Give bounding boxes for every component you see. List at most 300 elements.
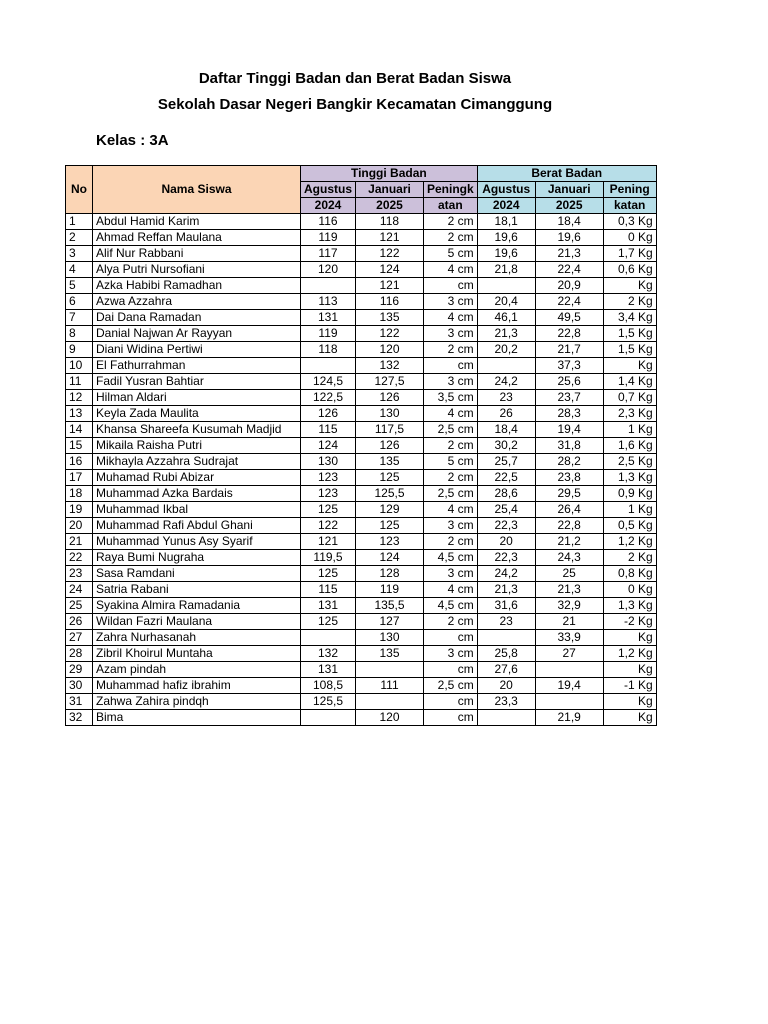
cell-nama-siswa: Fadil Yusran Bahtiar <box>93 374 301 390</box>
table-body <box>66 214 657 726</box>
cell-bb-januari: 21,3 <box>535 582 603 598</box>
cell-bb-januari: 22,4 <box>535 294 603 310</box>
cell-bb-agustus: 25,4 <box>477 502 535 518</box>
cell-tb-januari: 119 <box>356 582 424 598</box>
cell-tb-agustus: 119,5 <box>301 550 356 566</box>
cell-tb-januari: 121 <box>356 230 424 246</box>
cell-tb-peningkatan: 4 cm <box>424 310 478 326</box>
cell-bb-januari: 25 <box>535 566 603 582</box>
cell-bb-peningkatan: 3,4 Kg <box>603 310 656 326</box>
cell-bb-agustus: 20,4 <box>477 294 535 310</box>
cell-tb-peningkatan: 2 cm <box>424 214 478 230</box>
cell-bb-peningkatan: 1,6 Kg <box>603 438 656 454</box>
cell-bb-peningkatan: 1,5 Kg <box>603 342 656 358</box>
table-row <box>66 422 657 438</box>
cell-nama-siswa: Muhammad Rafi Abdul Ghani <box>93 518 301 534</box>
cell-tb-peningkatan: 3 cm <box>424 566 478 582</box>
cell-tb-peningkatan: 2 cm <box>424 230 478 246</box>
cell-tb-januari: 125 <box>356 470 424 486</box>
table-row <box>66 694 657 710</box>
cell-no: 19 <box>66 502 93 518</box>
cell-tb-peningkatan: 3 cm <box>424 374 478 390</box>
cell-bb-januari: 20,9 <box>535 278 603 294</box>
cell-tb-januari: 135 <box>356 310 424 326</box>
cell-bb-peningkatan: -1 Kg <box>603 678 656 694</box>
header-tb-januari-year: 2025 <box>356 198 424 214</box>
cell-tb-agustus: 123 <box>301 486 356 502</box>
cell-nama-siswa: Bima <box>93 710 301 726</box>
cell-bb-agustus: 20 <box>477 678 535 694</box>
cell-nama-siswa: Wildan Fazri Maulana <box>93 614 301 630</box>
cell-tb-agustus <box>301 358 356 374</box>
cell-tb-peningkatan: 5 cm <box>424 454 478 470</box>
cell-nama-siswa: Azwa Azzahra <box>93 294 301 310</box>
cell-tb-peningkatan: 3 cm <box>424 294 478 310</box>
cell-bb-peningkatan: 0,7 Kg <box>603 390 656 406</box>
document-title: Daftar Tinggi Badan dan Berat Badan Siswa <box>198 70 512 87</box>
cell-tb-januari: 125,5 <box>356 486 424 502</box>
header-tb-peningkatan: Peningk <box>424 182 478 198</box>
cell-tb-peningkatan: 3 cm <box>424 518 478 534</box>
cell-tb-januari: 123 <box>356 534 424 550</box>
cell-nama-siswa: Dai Dana Ramadan <box>93 310 301 326</box>
header-nama-siswa: Nama Siswa <box>93 166 301 214</box>
cell-bb-peningkatan: Kg <box>603 662 656 678</box>
cell-tb-peningkatan: 2 cm <box>424 342 478 358</box>
cell-no: 11 <box>66 374 93 390</box>
cell-tb-januari: 125 <box>356 518 424 534</box>
cell-bb-agustus <box>477 630 535 646</box>
cell-nama-siswa: Muhammad Azka Bardais <box>93 486 301 502</box>
cell-tb-agustus: 119 <box>301 326 356 342</box>
table-row <box>66 710 657 726</box>
cell-bb-agustus: 25,8 <box>477 646 535 662</box>
cell-tb-agustus: 121 <box>301 534 356 550</box>
cell-bb-peningkatan: 0,3 Kg <box>603 214 656 230</box>
cell-bb-agustus: 20,2 <box>477 342 535 358</box>
header-bb-peningkatan: Pening <box>603 182 656 198</box>
cell-tb-januari: 135,5 <box>356 598 424 614</box>
table-row <box>66 614 657 630</box>
cell-tb-agustus: 125 <box>301 502 356 518</box>
table-row <box>66 230 657 246</box>
cell-tb-agustus: 120 <box>301 262 356 278</box>
table-row <box>66 598 657 614</box>
cell-no: 22 <box>66 550 93 566</box>
cell-nama-siswa: Zahra Nurhasanah <box>93 630 301 646</box>
table-row <box>66 630 657 646</box>
cell-bb-agustus <box>477 358 535 374</box>
cell-tb-peningkatan: 4 cm <box>424 582 478 598</box>
cell-bb-peningkatan: 0 Kg <box>603 230 656 246</box>
cell-bb-agustus: 23,3 <box>477 694 535 710</box>
cell-bb-agustus: 23 <box>477 614 535 630</box>
cell-tb-januari: 120 <box>356 342 424 358</box>
cell-no: 15 <box>66 438 93 454</box>
cell-tb-agustus: 122 <box>301 518 356 534</box>
cell-tb-januari: 135 <box>356 454 424 470</box>
header-tb-agustus-year: 2024 <box>301 198 356 214</box>
cell-tb-peningkatan: 4,5 cm <box>424 598 478 614</box>
cell-nama-siswa: Danial Najwan Ar Rayyan <box>93 326 301 342</box>
header-tinggi-badan: Tinggi Badan <box>301 166 478 182</box>
cell-tb-januari <box>356 694 424 710</box>
cell-tb-agustus: 122,5 <box>301 390 356 406</box>
cell-tb-peningkatan: 2 cm <box>424 438 478 454</box>
cell-nama-siswa: Ahmad Reffan Maulana <box>93 230 301 246</box>
table-row <box>66 438 657 454</box>
cell-tb-peningkatan: 3 cm <box>424 646 478 662</box>
cell-bb-agustus: 24,2 <box>477 374 535 390</box>
cell-tb-agustus: 132 <box>301 646 356 662</box>
cell-tb-januari: 126 <box>356 438 424 454</box>
cell-tb-peningkatan: cm <box>424 710 478 726</box>
cell-tb-januari: 120 <box>356 710 424 726</box>
cell-nama-siswa: Alya Putri Nursofiani <box>93 262 301 278</box>
cell-no: 3 <box>66 246 93 262</box>
cell-tb-peningkatan: 4 cm <box>424 262 478 278</box>
cell-tb-peningkatan: 2 cm <box>424 534 478 550</box>
cell-tb-januari: 128 <box>356 566 424 582</box>
cell-tb-agustus: 131 <box>301 598 356 614</box>
cell-bb-januari: 19,4 <box>535 678 603 694</box>
table-row <box>66 582 657 598</box>
cell-nama-siswa: Syakina Almira Ramadania <box>93 598 301 614</box>
cell-bb-agustus: 46,1 <box>477 310 535 326</box>
cell-bb-peningkatan: -2 Kg <box>603 614 656 630</box>
cell-tb-agustus <box>301 710 356 726</box>
cell-no: 31 <box>66 694 93 710</box>
cell-bb-januari: 18,4 <box>535 214 603 230</box>
cell-no: 23 <box>66 566 93 582</box>
cell-bb-agustus: 21,3 <box>477 582 535 598</box>
cell-no: 14 <box>66 422 93 438</box>
header-tb-januari: Januari <box>356 182 424 198</box>
cell-no: 16 <box>66 454 93 470</box>
cell-bb-peningkatan: 1 Kg <box>603 502 656 518</box>
cell-tb-januari: 130 <box>356 630 424 646</box>
cell-tb-januari: 129 <box>356 502 424 518</box>
cell-bb-januari: 23,8 <box>535 470 603 486</box>
cell-tb-agustus: 108,5 <box>301 678 356 694</box>
cell-bb-januari: 31,8 <box>535 438 603 454</box>
cell-no: 5 <box>66 278 93 294</box>
cell-bb-januari <box>535 694 603 710</box>
cell-tb-agustus: 126 <box>301 406 356 422</box>
cell-bb-peningkatan: 0,6 Kg <box>603 262 656 278</box>
cell-tb-agustus: 125,5 <box>301 694 356 710</box>
cell-bb-peningkatan: 0,9 Kg <box>603 486 656 502</box>
cell-bb-peningkatan: 1,7 Kg <box>603 246 656 262</box>
cell-bb-januari: 21,7 <box>535 342 603 358</box>
table-row <box>66 294 657 310</box>
cell-tb-januari: 130 <box>356 406 424 422</box>
table-row <box>66 502 657 518</box>
cell-no: 9 <box>66 342 93 358</box>
cell-bb-januari: 37,3 <box>535 358 603 374</box>
cell-tb-januari: 122 <box>356 326 424 342</box>
cell-tb-peningkatan: 4 cm <box>424 406 478 422</box>
cell-tb-peningkatan: cm <box>424 358 478 374</box>
cell-tb-januari: 135 <box>356 646 424 662</box>
cell-bb-agustus: 22,5 <box>477 470 535 486</box>
cell-tb-peningkatan: 2,5 cm <box>424 678 478 694</box>
cell-bb-januari: 28,2 <box>535 454 603 470</box>
cell-tb-agustus <box>301 630 356 646</box>
cell-bb-agustus: 25,7 <box>477 454 535 470</box>
header-tb-agustus: Agustus <box>301 182 356 198</box>
cell-bb-agustus: 23 <box>477 390 535 406</box>
cell-nama-siswa: Khansa Shareefa Kusumah Madjid <box>93 422 301 438</box>
cell-tb-agustus <box>301 278 356 294</box>
cell-nama-siswa: Muhammad hafiz ibrahim <box>93 678 301 694</box>
table-row <box>66 326 657 342</box>
cell-tb-januari: 127,5 <box>356 374 424 390</box>
cell-bb-januari: 32,9 <box>535 598 603 614</box>
cell-nama-siswa: Azka Habibi Ramadhan <box>93 278 301 294</box>
cell-bb-januari: 27 <box>535 646 603 662</box>
cell-no: 27 <box>66 630 93 646</box>
cell-bb-peningkatan: 1,3 Kg <box>603 470 656 486</box>
cell-bb-peningkatan: Kg <box>603 278 656 294</box>
cell-bb-agustus: 22,3 <box>477 518 535 534</box>
cell-tb-januari: 127 <box>356 614 424 630</box>
cell-nama-siswa: Abdul Hamid Karim <box>93 214 301 230</box>
cell-tb-januari: 132 <box>356 358 424 374</box>
cell-tb-agustus: 131 <box>301 310 356 326</box>
cell-bb-agustus: 22,3 <box>477 550 535 566</box>
header-bb-januari: Januari <box>535 182 603 198</box>
cell-nama-siswa: Mikaila Raisha Putri <box>93 438 301 454</box>
header-tb-peningkatan-cont: atan <box>424 198 478 214</box>
cell-nama-siswa: Zibril Khoirul Muntaha <box>93 646 301 662</box>
cell-tb-peningkatan: 3 cm <box>424 326 478 342</box>
cell-no: 10 <box>66 358 93 374</box>
cell-no: 32 <box>66 710 93 726</box>
table-row <box>66 214 657 230</box>
table-row <box>66 550 657 566</box>
cell-tb-agustus: 119 <box>301 230 356 246</box>
cell-no: 26 <box>66 614 93 630</box>
table-row <box>66 374 657 390</box>
table-row <box>66 262 657 278</box>
cell-nama-siswa: Keyla Zada Maulita <box>93 406 301 422</box>
cell-bb-januari: 29,5 <box>535 486 603 502</box>
cell-tb-peningkatan: 2,5 cm <box>424 486 478 502</box>
cell-tb-januari: 124 <box>356 262 424 278</box>
header-bb-agustus: Agustus <box>477 182 535 198</box>
cell-tb-januari: 122 <box>356 246 424 262</box>
cell-bb-januari: 26,4 <box>535 502 603 518</box>
cell-bb-januari: 19,4 <box>535 422 603 438</box>
cell-no: 6 <box>66 294 93 310</box>
cell-tb-peningkatan: 2 cm <box>424 470 478 486</box>
cell-tb-agustus: 124 <box>301 438 356 454</box>
cell-tb-agustus: 116 <box>301 214 356 230</box>
cell-bb-januari: 33,9 <box>535 630 603 646</box>
cell-nama-siswa: Mikhayla Azzahra Sudrajat <box>93 454 301 470</box>
cell-tb-agustus: 115 <box>301 582 356 598</box>
cell-bb-januari: 25,6 <box>535 374 603 390</box>
cell-nama-siswa: Sasa Ramdani <box>93 566 301 582</box>
cell-nama-siswa: El Fathurrahman <box>93 358 301 374</box>
table-row <box>66 246 657 262</box>
student-measurement-table <box>65 165 657 726</box>
cell-tb-peningkatan: cm <box>424 278 478 294</box>
cell-no: 18 <box>66 486 93 502</box>
cell-tb-agustus: 113 <box>301 294 356 310</box>
cell-tb-peningkatan: 5 cm <box>424 246 478 262</box>
cell-bb-peningkatan: 2 Kg <box>603 294 656 310</box>
document-subtitle: Sekolah Dasar Negeri Bangkir Kecamatan Cimanggung <box>157 96 553 113</box>
cell-nama-siswa: Diani Widina Pertiwi <box>93 342 301 358</box>
cell-tb-januari: 126 <box>356 390 424 406</box>
cell-tb-agustus: 130 <box>301 454 356 470</box>
cell-bb-agustus: 18,1 <box>477 214 535 230</box>
cell-bb-agustus <box>477 710 535 726</box>
cell-bb-agustus: 28,6 <box>477 486 535 502</box>
cell-bb-peningkatan: 0 Kg <box>603 582 656 598</box>
cell-tb-agustus: 124,5 <box>301 374 356 390</box>
cell-nama-siswa: Hilman Aldari <box>93 390 301 406</box>
table-row <box>66 470 657 486</box>
table-row <box>66 566 657 582</box>
cell-tb-januari: 121 <box>356 278 424 294</box>
cell-bb-peningkatan: 1,3 Kg <box>603 598 656 614</box>
cell-bb-januari: 19,6 <box>535 230 603 246</box>
cell-bb-januari: 21,2 <box>535 534 603 550</box>
table-row <box>66 454 657 470</box>
cell-bb-peningkatan: 1 Kg <box>603 422 656 438</box>
cell-tb-januari: 111 <box>356 678 424 694</box>
cell-tb-januari <box>356 662 424 678</box>
cell-bb-agustus: 19,6 <box>477 246 535 262</box>
cell-bb-peningkatan: Kg <box>603 710 656 726</box>
cell-nama-siswa: Alif Nur Rabbani <box>93 246 301 262</box>
cell-bb-agustus: 24,2 <box>477 566 535 582</box>
cell-bb-januari: 49,5 <box>535 310 603 326</box>
cell-tb-peningkatan: 2,5 cm <box>424 422 478 438</box>
cell-bb-peningkatan: 1,2 Kg <box>603 534 656 550</box>
cell-tb-peningkatan: cm <box>424 694 478 710</box>
cell-bb-januari: 21,9 <box>535 710 603 726</box>
cell-tb-agustus: 118 <box>301 342 356 358</box>
cell-nama-siswa: Satria Rabani <box>93 582 301 598</box>
cell-tb-peningkatan: 3,5 cm <box>424 390 478 406</box>
cell-tb-januari: 124 <box>356 550 424 566</box>
cell-tb-agustus: 125 <box>301 566 356 582</box>
cell-bb-agustus: 19,6 <box>477 230 535 246</box>
cell-bb-januari: 21,3 <box>535 246 603 262</box>
header-bb-peningkatan-cont: katan <box>603 198 656 214</box>
table-row <box>66 678 657 694</box>
cell-tb-januari: 116 <box>356 294 424 310</box>
cell-tb-januari: 117,5 <box>356 422 424 438</box>
cell-tb-agustus: 115 <box>301 422 356 438</box>
cell-bb-januari: 24,3 <box>535 550 603 566</box>
cell-bb-agustus: 27,6 <box>477 662 535 678</box>
cell-tb-peningkatan: 4 cm <box>424 502 478 518</box>
table-row <box>66 390 657 406</box>
cell-no: 8 <box>66 326 93 342</box>
cell-no: 21 <box>66 534 93 550</box>
table-row <box>66 406 657 422</box>
cell-tb-agustus: 123 <box>301 470 356 486</box>
cell-nama-siswa: Muhammad Yunus Asy Syarif <box>93 534 301 550</box>
cell-bb-agustus: 18,4 <box>477 422 535 438</box>
cell-no: 1 <box>66 214 93 230</box>
cell-bb-agustus: 31,6 <box>477 598 535 614</box>
cell-tb-agustus: 117 <box>301 246 356 262</box>
cell-no: 7 <box>66 310 93 326</box>
cell-bb-agustus: 30,2 <box>477 438 535 454</box>
cell-no: 13 <box>66 406 93 422</box>
cell-bb-agustus: 21,3 <box>477 326 535 342</box>
cell-bb-januari: 23,7 <box>535 390 603 406</box>
header-bb-agustus-year: 2024 <box>477 198 535 214</box>
table-row <box>66 342 657 358</box>
cell-tb-peningkatan: 4,5 cm <box>424 550 478 566</box>
cell-no: 25 <box>66 598 93 614</box>
cell-bb-januari <box>535 662 603 678</box>
cell-bb-agustus: 21,8 <box>477 262 535 278</box>
table-row <box>66 646 657 662</box>
cell-no: 30 <box>66 678 93 694</box>
class-label: Kelas : 3A <box>96 132 169 149</box>
cell-no: 17 <box>66 470 93 486</box>
cell-bb-agustus: 26 <box>477 406 535 422</box>
cell-bb-peningkatan: 2,5 Kg <box>603 454 656 470</box>
cell-bb-januari: 28,3 <box>535 406 603 422</box>
cell-nama-siswa: Zahwa Zahira pindqh <box>93 694 301 710</box>
cell-nama-siswa: Azam pindah <box>93 662 301 678</box>
header-bb-januari-year: 2025 <box>535 198 603 214</box>
cell-tb-peningkatan: 2 cm <box>424 614 478 630</box>
cell-tb-agustus: 125 <box>301 614 356 630</box>
table-row <box>66 278 657 294</box>
cell-bb-peningkatan: Kg <box>603 630 656 646</box>
header-no: No <box>66 166 93 214</box>
cell-bb-peningkatan: 0,5 Kg <box>603 518 656 534</box>
cell-no: 12 <box>66 390 93 406</box>
header-berat-badan: Berat Badan <box>477 166 656 182</box>
cell-bb-peningkatan: Kg <box>603 694 656 710</box>
cell-bb-januari: 21 <box>535 614 603 630</box>
cell-nama-siswa: Raya Bumi Nugraha <box>93 550 301 566</box>
table-row <box>66 662 657 678</box>
cell-no: 2 <box>66 230 93 246</box>
cell-tb-peningkatan: cm <box>424 630 478 646</box>
cell-nama-siswa: Muhamad Rubi Abizar <box>93 470 301 486</box>
cell-bb-peningkatan: 2,3 Kg <box>603 406 656 422</box>
cell-tb-peningkatan: cm <box>424 662 478 678</box>
cell-bb-agustus <box>477 278 535 294</box>
cell-bb-peningkatan: 2 Kg <box>603 550 656 566</box>
cell-bb-peningkatan: 1,4 Kg <box>603 374 656 390</box>
cell-no: 28 <box>66 646 93 662</box>
cell-tb-januari: 118 <box>356 214 424 230</box>
cell-tb-agustus: 131 <box>301 662 356 678</box>
cell-bb-januari: 22,8 <box>535 326 603 342</box>
cell-bb-peningkatan: 1,2 Kg <box>603 646 656 662</box>
cell-bb-peningkatan: Kg <box>603 358 656 374</box>
cell-bb-peningkatan: 0,8 Kg <box>603 566 656 582</box>
table-row <box>66 310 657 326</box>
table-row <box>66 486 657 502</box>
table-row <box>66 518 657 534</box>
cell-no: 20 <box>66 518 93 534</box>
cell-no: 24 <box>66 582 93 598</box>
